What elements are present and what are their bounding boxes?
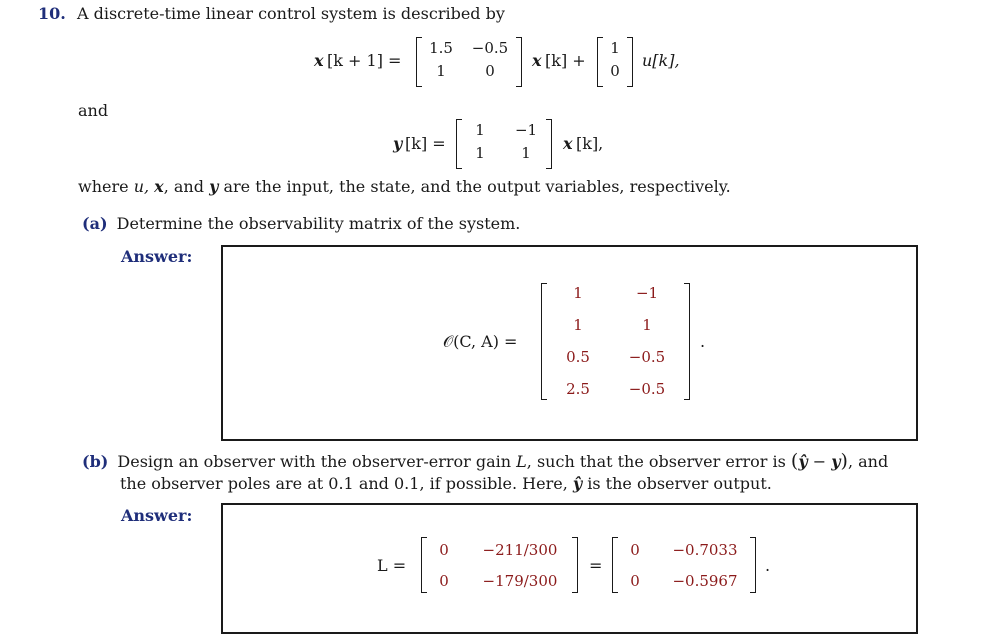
- eq2-rhs-var: x: [563, 134, 573, 153]
- eq1-B-cell: 0: [610, 62, 620, 80]
- L-frac-right-bracket: [572, 537, 578, 593]
- eq2-C-cell: −1: [514, 121, 538, 139]
- obs-matrix-right-bracket: [684, 283, 690, 400]
- and-word: and: [78, 101, 109, 120]
- obs-matrix-cell: −0.5: [628, 380, 666, 398]
- err-yhat: ŷ: [798, 452, 808, 471]
- L-frac-cell: 0: [439, 541, 449, 559]
- err-y: y: [831, 452, 841, 471]
- eq2-C-cell: 1: [475, 121, 485, 139]
- L-dec-left-bracket: [612, 537, 618, 593]
- L-dec-cell: −0.5967: [672, 572, 738, 590]
- eq1-mid-idx: [k] +: [545, 51, 586, 70]
- variables-description: [78, 177, 731, 196]
- part-b-label: (b): [82, 452, 109, 471]
- eq1-A-cell: 0: [485, 62, 495, 80]
- eq2-lhs-idx: [k] =: [405, 134, 446, 153]
- problem-number: 10.: [38, 4, 66, 23]
- problem-intro: A discrete-time linear control system is described by: [76, 4, 505, 23]
- eq1-A-left-bracket: [416, 37, 422, 87]
- var-y: y: [209, 177, 219, 196]
- obs-matrix-cell: 1: [573, 284, 583, 302]
- L-equals: =: [589, 556, 603, 575]
- L-dec-cell: 0: [630, 541, 640, 559]
- part-a-question: [82, 214, 520, 233]
- obs-matrix-cell: 2.5: [566, 380, 590, 398]
- err-minus: −: [807, 452, 832, 471]
- part-b-text-5: is the observer output.: [587, 474, 772, 493]
- L-dec-cell: −0.7033: [672, 541, 738, 559]
- L-frac-left-bracket: [421, 537, 427, 593]
- observability-lhs: 𝒪(C, A) =: [443, 332, 518, 351]
- eq1-A-cell: 1.5: [429, 39, 453, 57]
- part-b-answer-box: [221, 503, 918, 634]
- L-dec-cell: 0: [630, 572, 640, 590]
- part-a-text: Determine the observability matrix of the system.: [116, 214, 521, 233]
- eq1-B-cell: 1: [610, 39, 620, 57]
- obs-matrix-cell: −0.5: [628, 348, 666, 366]
- eq2-C-left-bracket: [456, 119, 462, 169]
- obs-matrix-cell: 0.5: [566, 348, 590, 366]
- L-period: .: [765, 556, 771, 575]
- part-b-question-line1: [82, 450, 888, 472]
- obs-matrix-left-bracket: [541, 283, 547, 400]
- eq1-tail: u[k],: [642, 51, 680, 70]
- gain-lhs: L =: [377, 556, 407, 575]
- obs-matrix-cell: −1: [635, 284, 659, 302]
- err-close-paren: ): [840, 450, 848, 472]
- err-open-paren: (: [790, 450, 799, 472]
- eq2-rhs-idx: [k],: [576, 134, 604, 153]
- L-frac-cell: −179/300: [482, 572, 558, 590]
- eq1-lhs-var: x: [314, 51, 324, 70]
- part-b-text-4: the observer poles are at 0.1 and 0.1, if possible. Here,: [120, 474, 568, 493]
- obs-matrix-cell: 1: [642, 316, 652, 334]
- eq2-lhs-var: y: [393, 134, 403, 153]
- problem-header: [38, 4, 505, 23]
- part-b-answer-label: Answer:: [121, 506, 193, 525]
- eq1-B-right-bracket: [627, 37, 633, 87]
- var-x: x: [154, 177, 164, 196]
- part-b-gain-L: L: [516, 452, 527, 471]
- where-word: where: [78, 177, 129, 196]
- L-frac-cell: −211/300: [482, 541, 558, 559]
- eq1-A-cell: 1: [436, 62, 446, 80]
- eq1-A-right-bracket: [516, 37, 522, 87]
- part-b-text-3: , and: [847, 452, 889, 471]
- obs-matrix-cell: 1: [573, 316, 583, 334]
- eq1-A-cell: −0.5: [471, 39, 509, 57]
- part-b-text-2: , such that the observer error is: [526, 452, 786, 471]
- where-rest: are the input, the state, and the output variables, respectively.: [223, 177, 731, 196]
- eq2-C-right-bracket: [546, 119, 552, 169]
- eq2-C-cell: 1: [521, 144, 531, 162]
- eq2-C-cell: 1: [475, 144, 485, 162]
- part-a-label: (a): [82, 214, 108, 233]
- observer-error-expression: [791, 452, 848, 471]
- part-a-answer-box: [221, 245, 918, 441]
- part-b-yhat: ŷ: [572, 474, 583, 493]
- eq1-B-left-bracket: [597, 37, 603, 87]
- part-a-answer-label: Answer:: [121, 247, 193, 266]
- part-b-question-line2: [120, 474, 772, 493]
- part-b-text-1: Design an observer with the observer-error gain: [117, 452, 512, 471]
- L-dec-right-bracket: [750, 537, 756, 593]
- obs-period: .: [700, 332, 706, 351]
- eq1-mid-var: x: [532, 51, 542, 70]
- eq1-lhs-idx: [k + 1] =: [327, 51, 402, 70]
- var-u: u,: [133, 177, 150, 196]
- L-frac-cell: 0: [439, 572, 449, 590]
- where-and: , and: [163, 177, 204, 196]
